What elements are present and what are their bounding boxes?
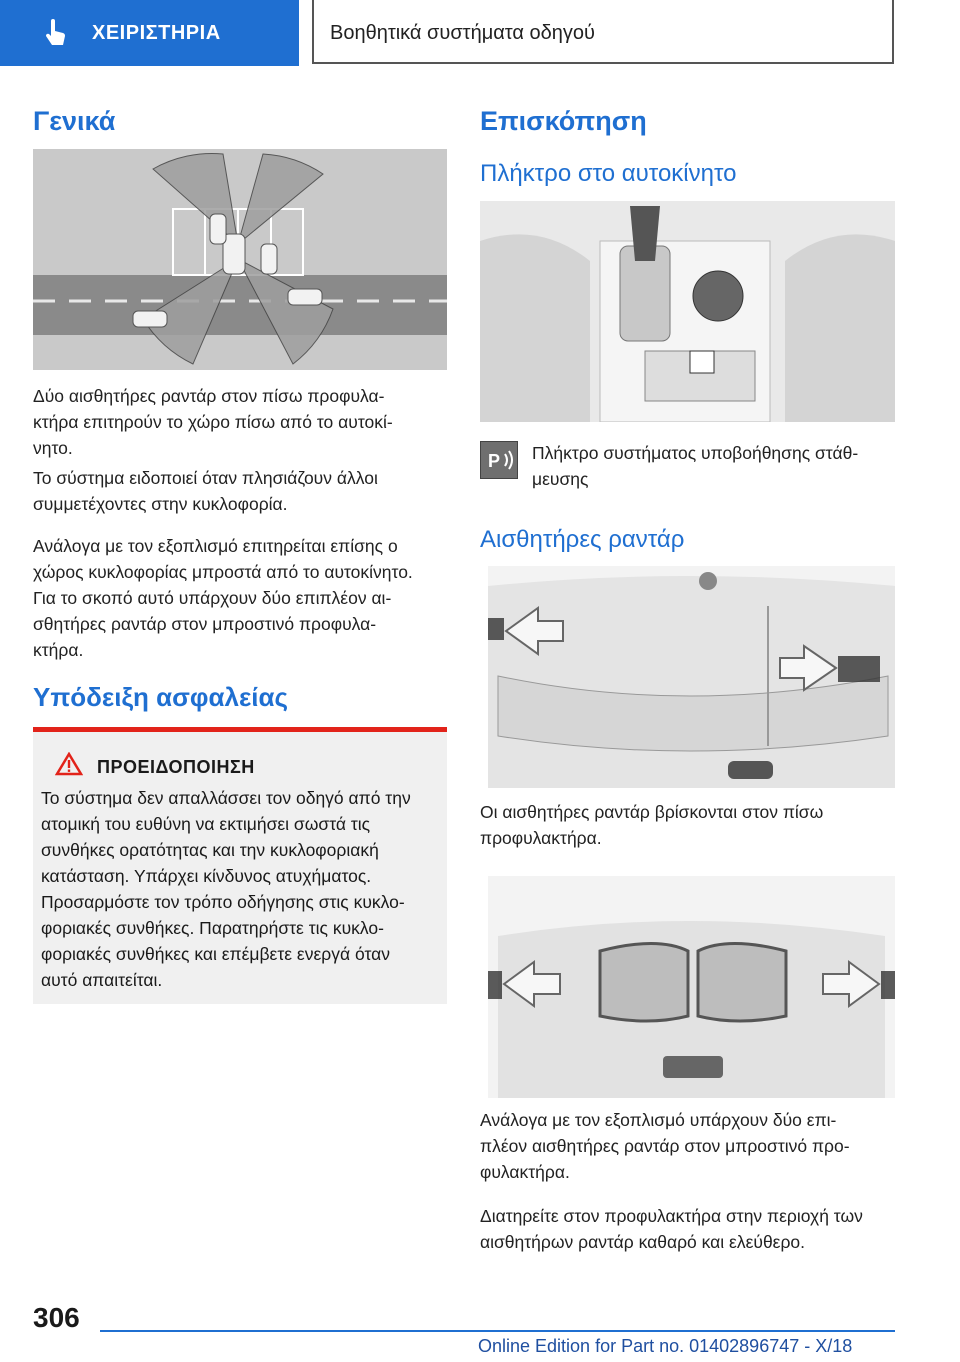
text-line: αυτό απαιτείται. (41, 970, 163, 990)
console-button-photo (480, 201, 895, 422)
heading-safety: Υπόδειξη ασφαλείας (33, 682, 289, 712)
text-line: κατάσταση. Υπάρχει κίνδυνος ατυχήματος. (41, 866, 372, 886)
text-line: φοριακές συνθήκες. Παρατηρήστε τις κυκλο- (41, 918, 384, 938)
section-label: ΧΕΙΡΙΣΤΗΡΙΑ (92, 21, 221, 44)
paragraph-general-1 (33, 383, 447, 461)
text-line: Το σύστημα ειδοποιεί όταν πλησιάζουν άλλοι (33, 468, 378, 488)
paragraph-general-2 (33, 465, 447, 517)
text-line: Ανάλογα με τον εξοπλισμό υπάρχουν δύο επι- (480, 1110, 837, 1130)
text-line: νητο. (33, 438, 73, 458)
paragraph-general-3 (33, 533, 453, 663)
subheading-sensors: Αισθητήρες ραντάρ (480, 526, 685, 553)
button-caption (532, 440, 902, 492)
text-line: μευσης (532, 469, 589, 489)
radar-coverage-illustration (33, 149, 447, 370)
front-sensors-paragraph (480, 1107, 900, 1185)
footer-divider (100, 1330, 895, 1332)
text-line: αισθητήρων ραντάρ καθαρό και ελεύθερο. (480, 1232, 806, 1252)
warning-body (41, 785, 441, 993)
chapter-header (312, 0, 894, 64)
park-assist-button-icon (480, 441, 518, 479)
hand-pointer-icon (38, 16, 72, 50)
text-line: Ανάλογα με τον εξοπλισμό επιτηρείται επίσης ο (33, 536, 398, 556)
edition-note: Online Edition for Part no. 01402896747 - X/18 (478, 1336, 853, 1356)
text-line: σθητήρες ραντάρ στον μπροστινό προφυλα- (33, 614, 377, 634)
text-line: κτήρα. (33, 640, 84, 660)
text-line: Το σύστημα δεν απαλλάσσει τον οδηγό από την (41, 788, 411, 808)
text-line: συμμετέχοντες στην κυκλοφορία. (33, 494, 288, 514)
text-line: χώρος κυκλοφορίας μπροστά από το αυτοκίνητο. (33, 562, 413, 582)
heading-overview: Επισκόπηση (480, 106, 647, 136)
chapter-title: Βοηθητικά συστήματα οδηγού (330, 22, 595, 44)
sensors-caption (480, 799, 894, 851)
text-line: Διατηρείτε στον προφυλακτήρα στην περιοχή των (480, 1206, 863, 1226)
text-line: πλέον αισθητήρες ραντάρ στον μπροστινό προ- (480, 1136, 850, 1156)
warning-triangle-icon (55, 752, 83, 781)
text-line: Προσαρμόστε τον τρόπο οδήγησης στις κυκλο- (41, 892, 405, 912)
svg-text:P: P (488, 451, 501, 471)
warning-box (33, 727, 447, 1004)
text-line: ατομική του ευθύνη να εκτιμήσει σωστά τις (41, 814, 371, 834)
text-line: Οι αισθητήρες ραντάρ βρίσκονται στον πίσω (480, 802, 824, 822)
rear-bumper-sensor-photo (488, 566, 895, 788)
keep-clean-paragraph (480, 1203, 900, 1255)
front-bumper-sensor-photo (488, 876, 895, 1098)
text-line: κτήρα επιτηρούν το χώρο πίσω από το αυτοκί- (33, 412, 393, 432)
text-line: φυλακτήρα. (480, 1162, 570, 1182)
text-line: προφυλακτήρα. (480, 828, 602, 848)
text-line: φοριακές συνθήκες και επέμβετε ενεργά όταν (41, 944, 390, 964)
warning-title: ΠΡΟΕΙΔΟΠΟΙΗΣΗ (97, 757, 255, 777)
text-line: Πλήκτρο συστήματος υποβοήθησης στάθ- (532, 443, 859, 463)
text-line: Δύο αισθητήρες ραντάρ στον πίσω προφυλα- (33, 386, 385, 406)
section-tab[interactable] (0, 0, 299, 66)
text-line: Για το σκοπό αυτό υπάρχουν δύο επιπλέον αι- (33, 588, 392, 608)
subheading-button: Πλήκτρο στο αυτοκίνητο (480, 160, 737, 187)
text-line: συνθήκες ορατότητας και την κυκλοφοριακή (41, 840, 379, 860)
page-number: 306 (33, 1302, 80, 1333)
heading-general: Γενικά (33, 106, 116, 136)
